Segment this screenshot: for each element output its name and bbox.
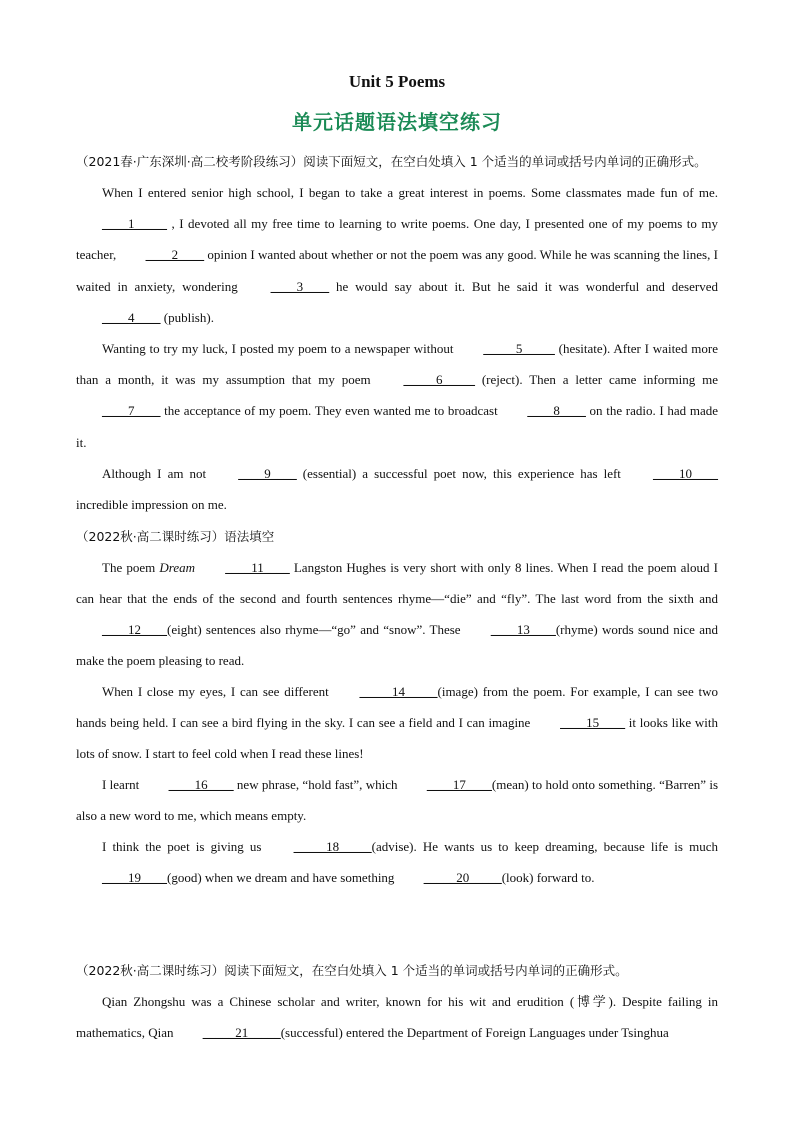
section-2: [76, 521, 718, 893]
blank-21[interactable]: _____21_____: [202, 1025, 281, 1040]
blank-4[interactable]: ____4____: [102, 309, 161, 325]
blank-20[interactable]: _____20_____: [423, 870, 502, 885]
blank-6[interactable]: _____6_____: [403, 372, 475, 388]
section-3: [76, 955, 718, 1048]
blank-16[interactable]: ____16____: [168, 777, 234, 792]
section-source: （2022秋·高二课时练习）语法填空: [76, 529, 275, 544]
document-title: Unit 5 Poems: [348, 72, 446, 91]
blank-8[interactable]: ____8____: [527, 403, 586, 419]
paragraph: When I close my eyes, I can see different _____14_____(image) from the poem. For example, I can see two hands being held. I can see a bird flying in the sky. I can see a field and I can imagine ____15____ it looks like with lots of snow. I start to feel cold when I read these lines!: [76, 676, 718, 769]
blank-3[interactable]: ____3____: [270, 278, 330, 294]
paragraph: When I entered senior high school, I began to take a great interest in poems. Some classmates made fun of me. ____1_____ , I devoted all my free time to learning to write poems. One day, I presented one of my poems to my teacher, ____2____ opinion I wanted about whether or not the poem was any good. While he was scanning the lines, I waited in anxiety, wondering ____3____ he would say about it. But he said it was wonderful and deserved ____4____ (publish).: [76, 177, 718, 333]
blank-15[interactable]: ____15____: [560, 715, 626, 730]
paragraph: I learnt ____16____ new phrase, “hold fast”, which ____17____(mean) to hold onto something. “Barren” is also a new word to me, which means empty.: [76, 769, 718, 831]
poem-title: Dream: [159, 560, 196, 575]
document-subtitle: 单元话题语法填空练习: [292, 110, 502, 134]
blank-2[interactable]: ____2____: [145, 247, 205, 263]
blank-13[interactable]: ____13____: [490, 622, 556, 637]
blank-5[interactable]: _____5_____: [483, 341, 555, 357]
paragraph: The poem Dream ____11____ Langston Hughes is very short with only 8 lines. When I read the poem aloud I can hear that the ends of the second and fourth sentences rhyme—“die” and “fly”. The last word from the sixth and ____12____(eight) sentences also rhyme—“go” and “snow”. These ____13____(rhyme) words sound nice and make the poem pleasing to read.: [76, 552, 718, 676]
blank-11[interactable]: ____11____: [225, 560, 290, 575]
section-1: [76, 146, 718, 520]
blank-14[interactable]: _____14_____: [359, 684, 438, 699]
blank-17[interactable]: ____17____: [426, 777, 492, 792]
paragraph: Although I am not ____9____ (essential) a successful poet now, this experience has left ____10____ incredible impression on me.: [76, 458, 718, 520]
paragraph: Wanting to try my luck, I posted my poem to a newspaper without _____5_____ (hesitate). After I waited more than a month, it was my assumption that my poem _____6_____ (reject). Then a letter came informing me ____7____ the acceptance of my poem. They even wanted me to broadcast ____8____ on the radio. I had made it.: [76, 333, 718, 458]
section-source: （2021春·广东深圳·高二校考阶段练习）阅读下面短文，在空白处填入 1 个适当的单词或括号内单词的正确形式。: [76, 154, 707, 169]
blank-7[interactable]: ____7____: [102, 403, 161, 419]
blank-19[interactable]: ____19____: [102, 870, 167, 885]
paragraph: I think the poet is giving us _____18_____(advise). He wants us to keep dreaming, because life is much ____19____(good) when we dream and have something _____20_____(look) forward to.: [76, 831, 718, 893]
section-source: （2022秋·高二课时练习）阅读下面短文，在空白处填入 1 个适当的单词或括号内单词的正确形式。: [76, 963, 628, 978]
blank-18[interactable]: _____18_____: [293, 839, 372, 854]
blank-10[interactable]: ____10____: [653, 465, 718, 481]
blank-9[interactable]: ____9____: [238, 465, 297, 481]
blank-1[interactable]: ____1_____: [102, 216, 167, 232]
paragraph: Qian Zhongshu was a Chinese scholar and writer, known for his wit and erudition (博学). Despite failing in mathematics, Qian _____21_____(successful) entered the Department of Foreign Languages under Tsinghua: [76, 986, 718, 1048]
blank-12[interactable]: ____12____: [102, 622, 167, 637]
